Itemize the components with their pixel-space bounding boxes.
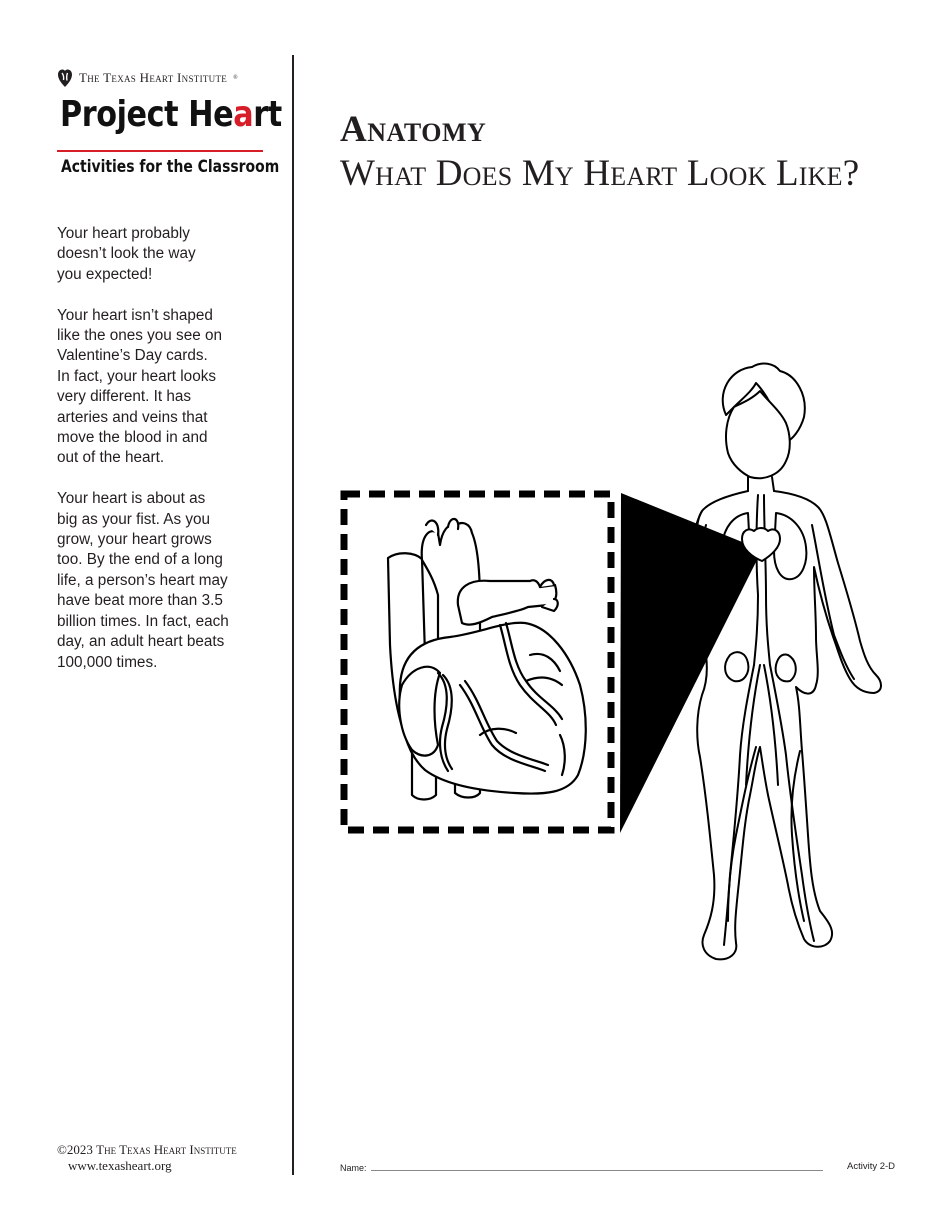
organization-name: The Texas Heart Institute: [79, 70, 228, 85]
copyright-block: [57, 1142, 237, 1174]
heart-logo-icon: [57, 68, 73, 88]
heart-body-illustration: [330, 355, 900, 975]
brand-tagline: Activities for the Classroom: [61, 157, 280, 177]
project-heart-logo: [60, 94, 282, 135]
activity-code: Activity 2-D: [847, 1161, 896, 1172]
registered-mark: ®: [233, 75, 238, 81]
name-line[interactable]: [371, 1170, 823, 1171]
sidebar-paragraph: Your heart isn’t shaped like the ones you see on Valentine’s Day cards. In fact, your heart looks very different. It has arteries and veins that move the blood in and out of the heart.: [57, 306, 222, 467]
brand-text-end: rt: [253, 94, 282, 135]
sidebar-paragraph: Your heart probably doesn’t look the way you expected!: [57, 225, 196, 283]
brand-underline: [57, 150, 263, 152]
website-link[interactable]: www.texasheart.org: [68, 1158, 172, 1173]
organization-header: [57, 68, 238, 88]
column-divider: [292, 55, 294, 1175]
body-outline-icon: [680, 364, 881, 960]
sidebar-text: [57, 224, 257, 693]
brand-heart-letter: a: [233, 94, 254, 135]
section-title: Anatomy: [340, 109, 487, 150]
name-field[interactable]: [340, 1163, 823, 1173]
name-label: Name:: [340, 1163, 367, 1173]
copyright-org: The Texas Heart Institute: [96, 1142, 237, 1157]
sidebar-paragraph: Your heart is about as big as your fist. As you grow, your heart grows too. By the end of a long life, a person’s heart may have beat more than 3.5 billion times. In fact, each day, an adult heart beats 100,000 times.: [57, 490, 229, 671]
copyright-year: ©2023: [57, 1142, 93, 1157]
brand-text-start: Project He: [60, 94, 234, 135]
page-title: What Does My Heart Look Like?: [340, 153, 860, 194]
